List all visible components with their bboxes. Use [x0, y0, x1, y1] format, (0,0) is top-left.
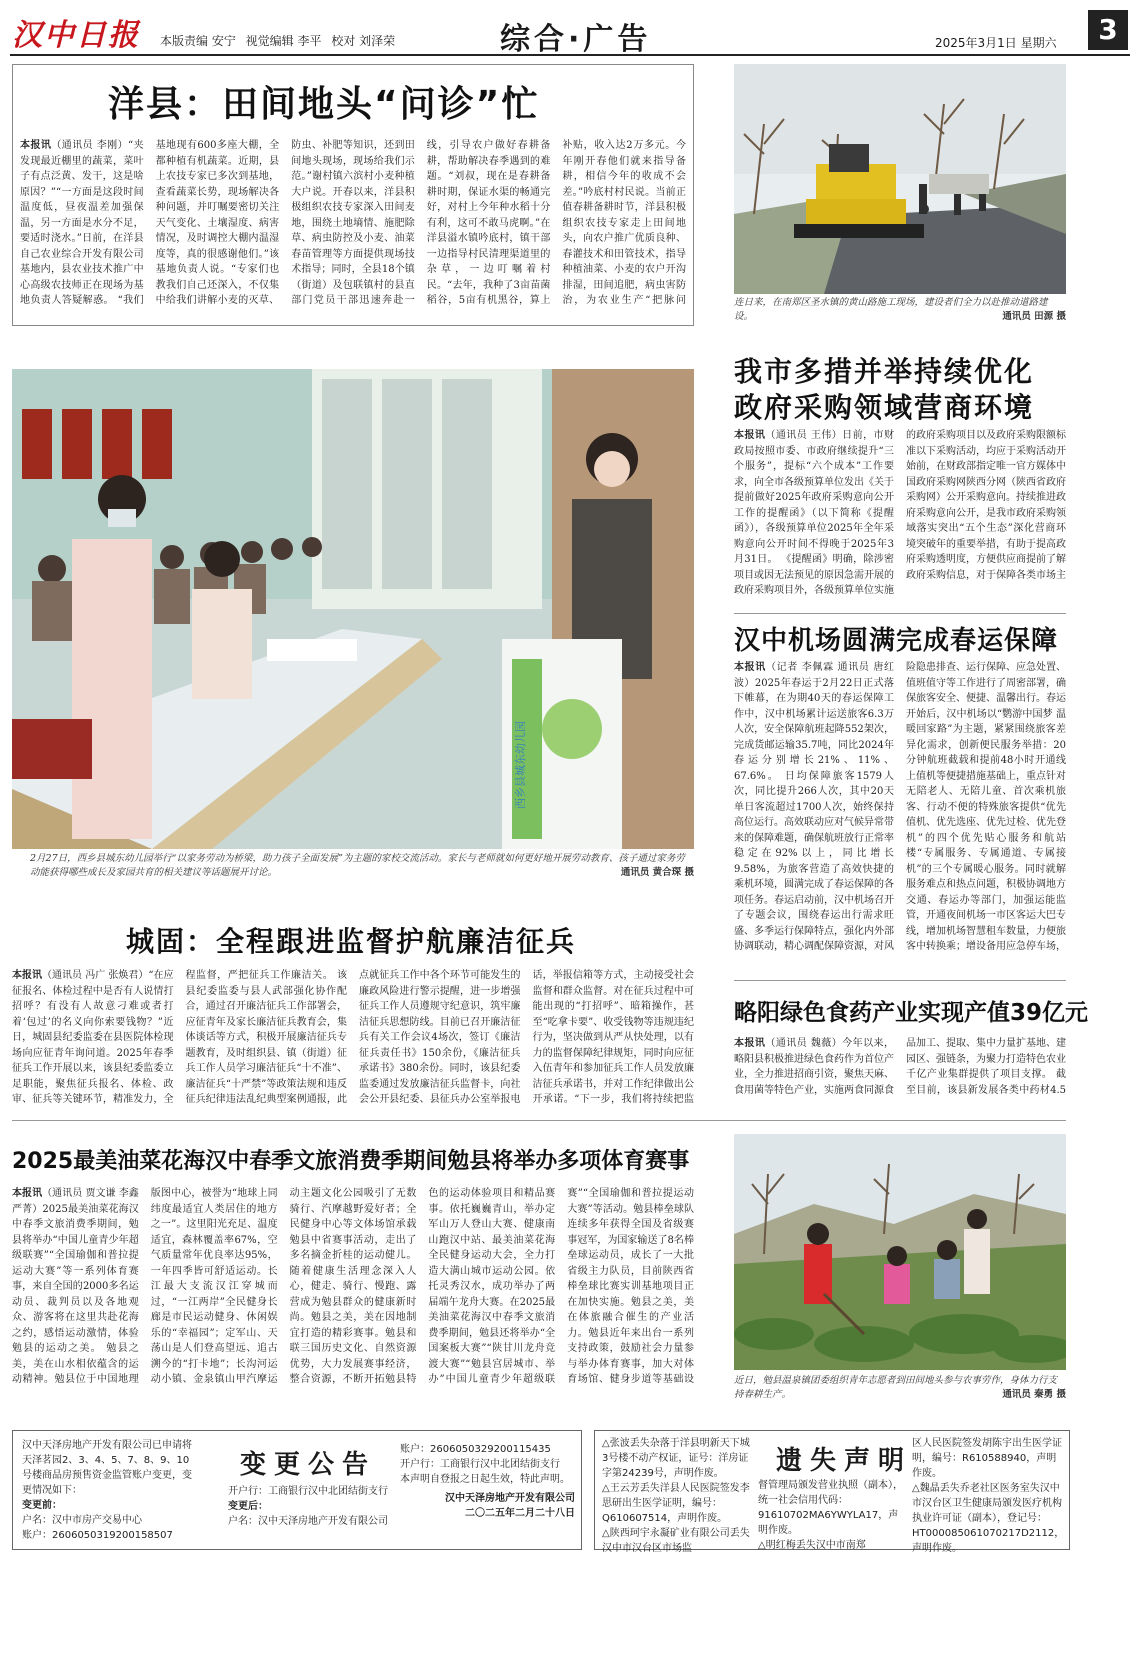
change-notice-mid: [228, 1484, 398, 1529]
road-construction-photo: [734, 64, 1066, 294]
loss-item: △王云芳丢失洋县人民医院签发李思研出生医学证明，编号：Q610607514，声明作废。: [602, 1483, 750, 1524]
loss-item: △魏晶丢失乔老社区医务室失汉中市汉台区卫生健康局颁发医疗机构执业许可证（副本），登记号：HT000085061070217D2112，声明作废。: [912, 1483, 1065, 1554]
loss-item: △陕西珂宇永凝矿业有限公司丢失汉中市汉台区市场监: [602, 1528, 750, 1554]
loss-notice-right: [912, 1436, 1065, 1556]
photo-caption-text: 2月27日，西乡县城东幼儿园举行“以家务劳动为桥梁，助力孩子全面发展”为主题的家校交流活动。家长与老师就如何更好地开展劳动教育、孩子通过家务劳动能获得哪些成长及家园共育的相关建议等话题展开讨论。: [30, 853, 685, 878]
loss-notice-left: [602, 1436, 752, 1556]
article-lead: （通讯员 魏薇）今年以来，略阳县积极推进绿色食药作为首位产业，全力推进招商引资，聚焦天麻、食用菌等特色产业，实施两食同源食品加工、提取、集中力量扩基地、建园区、强链条，为聚力打造特色农业千亿产业集群提供了项目支撑。: [734, 1038, 1066, 1096]
article-lead: （记者 李佩霖 通讯员 唐红波）2025年春运于2月22日正式落下帷幕，在为期40天的春运保障工作中，汉中机场累计运送旅客6.3万人次，安全保障航班起降552架次，完成货邮运输35.7吨，同比2024年春运分别增长21%、11%、67.6%。: [734, 662, 894, 782]
article-chenggu-body: [12, 968, 694, 1108]
article-paragraph: “我们基地现有600多座大棚，全都种植有机蔬菜。近期，县上农技专家已多次到基地，查看蔬菜长势，现场解决各种问题，并叮嘱要密切关注天气变化、土壤湿度、病害情况，及时调控大棚内温湿度等，真的很感谢他们。”该基地负责人说。“专家们也教我们自己还深入，不仅集中给我们讲解小麦的灭草、防虫、补肥等知识，还到田间地头现场，现场给我们示范。”谢村镇六滨村小麦种植大户说。开春以来，洋县积极组织农技专家深入田间麦地，围绕土地墒情、施肥除草、病虫防控及小麦、油菜春苗管理等方面提供现场技术指导；同时，全县18个镇（街道）及包联镇村的县直部门党员干部迅速奔赴一线，引导农户做好春耕备耕，帮助解决春季遇到的难题。“刘叔，现在是春耕备耕时期，保证水渠的畅通完好，对村上今年种水稻十分有利，这可不敢马虎啊。”在洋县溢水镇吟底村，镇干部一边指导村民清理渠道里的杂草，一边叮嘱着村民。“去年，我种了3亩苗菌稻谷，5亩有机黑谷，算上补贴，收入达2万多元。今年刚开春他们就来指导备耕，相信今年的收成不会差。”吟底村村民说。当前正值春耕备耕时节，洋县积极组织农技专家走上田间地头，向农户推广优质良种、春灌技术和田管技术，指导种植油菜、小麦的农户开沟排湿，田间追肥，病虫害防治，为农业生产“把脉问: [117, 140, 686, 306]
newspaper-logo: 汉中日报: [12, 18, 140, 53]
loss-notice-mid: [758, 1478, 906, 1553]
change-notice-left: [22, 1438, 197, 1543]
effective-statement: 本声明自登报之日起生效，特此声明。: [400, 1474, 570, 1485]
before-account: 账户：2606050319200158507: [22, 1530, 173, 1541]
podium-banner-text: 西乡县城东幼儿园: [514, 721, 527, 809]
article-paragraph: 该县纪委监委与县人武部强化协作配合，通过召开廉洁征兵工作部署会，应征青年及家长廉洁征兵教育会，集体谈话等方式，积极开展廉洁征兵专题教育，及时组织县、镇（街道）征兵工作人员学习廉洁征兵“十不准”、廉洁征兵“十严禁”等政策法规和违反征兵纪律违法乱纪典型案例通报，此点就征兵工作中各个环节可能发生的廉政风险进行警示提醒，进一步增强征兵工作人员遵规守纪意识，筑牢廉洁征兵思想防线。目前已召开廉洁征兵有关工作会议4场次，签订《廉洁征兵责任书》150余份，《廉洁征兵承诺书》380余份。同时，该县纪委监委通过发放廉洁征兵监督卡，向社会公开县纪委、县征兵办公室举报电话，举报信箱等方式，主动接受社会监督和群众监督。对在征兵过程中可能出现的“打招呼”、暗箱操作，甚至“吃拿卡要”、收受钱物等违规违纪行为，坚决做到从严从快处理，以有力的监督保障纪律规矩，同时向应征入伍青年和参加征兵工作人员发放廉洁征兵承诺书，并对工作纪律做出公开承诺。“下一步，我们将持续把监: [185, 970, 694, 1105]
article-byline: 本报讯: [734, 1038, 766, 1049]
photo-caption-text: 连日来，在南郑区圣水镇的黄山路施工现场，建设者们全力以赴推动道路建设。: [734, 297, 1048, 322]
article-lead: （通讯员 李刚）“夹发现最近棚里的蔬菜，菜叶子有点泛黄、发干，这是啥原因？”“一方面是这段时间温度低，昼夜温差加强保温，另一方面是水分不足，要适时浇水。”日前，在洋县自己农业综合开发有限公司基地内，县农业技术推广中心高级农技师正在现场为基地负责人答疑解惑。: [20, 140, 144, 306]
before-label: 变更前：: [22, 1500, 62, 1511]
loss-item: 区人民医院签发胡陈宇出生医学证明，编号：R610588940，声明作废。: [912, 1438, 1062, 1479]
divider: [12, 1120, 1066, 1121]
article-byline: 本报讯: [12, 970, 43, 981]
article-yangxian-title: 洋县：田间地头“问诊”忙: [108, 84, 540, 125]
article-airport-title: 汉中机场圆满完成春运保障: [734, 626, 1059, 656]
bank-before: 开户行：工商银行汉中北团结街支行: [228, 1486, 388, 1497]
article-byline: 本报讯: [20, 140, 52, 151]
photo-credit: 通讯员 黄合琛 摄: [620, 867, 694, 878]
issue-date: 2025年3月1日 星期六: [935, 36, 1057, 50]
article-paragraph: 《提醒函》明确，除涉密项目或因无法预见的原因急需开展的政府采购项目外，各级预算单位实施的政府采购项目以及政府采购限额标准以下采购活动，均应于采购活动开始前，在财政部指定唯一官方媒体中国政府采购网陕西分网（陕西省政府采购网）公开采购意向。持续推进政府采购意向公开，是我市政府采购领域落实突出“五个生态”深化营商环境突破年的重要举措，有助于提高政府采购透明度，方便供应商提前了解政府采购信息，对于保障各类市场主: [734, 430, 1066, 596]
article-lead: （通讯员 贾文谦 李鑫 严菁）2025最美油菜花海汉中春季文旅消费季期间，勉县将举办“中国儿童青少年超级联赛”“全国瑜伽和普拉提运动大赛”等一系列体育赛事，来自全国的2000多名运动员、裁判员以及各地观众、游客将在这里共赴花海之约，感悟运动激情，体验勉县的运动之美。: [12, 1188, 139, 1354]
after-name: 户名：汉中天泽房地产开发有限公司: [228, 1516, 388, 1527]
kindergarten-caption: [30, 852, 694, 880]
article-chenggu-title: 城固：全程跟进监督护航廉洁征兵: [126, 925, 577, 958]
article-procurement-title-line2: 政府采购领域营商环境: [734, 391, 1035, 424]
photo-credit: 通讯员 秦勇 摄: [1002, 1389, 1066, 1400]
change-notice-right: [400, 1442, 575, 1521]
photo-credit: 通讯员 田源 摄: [1002, 311, 1066, 322]
article-lead: （通讯员 冯广 张焕君）“在应征报名、体检过程中是否有人说情打招呼？有没有人故意刁难或者打着‘包过’的名义向你索要钱物？”近日，城固县纪委监委在县医院体检现场向应征青年询问道。2025年春季征兵工作开展以来，该县纪委监委立足职能，聚焦征兵报名、体检、政审、征兵等关键环节，精准发力，全程监督，严把征兵工作廉洁关。: [12, 970, 334, 1105]
loss-item: 督管理局颁发营业执照（副本），统一社会信用代码：91610702MA6YWYLA17，声明作废。: [758, 1480, 903, 1536]
kindergarten-meeting-photo: [12, 369, 694, 849]
road-construction-caption: [734, 296, 1066, 324]
change-notice-intro: 汉中天泽房地产开发有限公司已申请将天泽茗园2、3、4、5、7、8、9、10号楼商品房预售资金监管账户变更，变更情况如下：: [22, 1440, 192, 1496]
editor-credit: 校对 刘泽荣: [331, 34, 396, 48]
road-construction-image: [734, 64, 1066, 294]
after-label: 变更后：: [228, 1501, 268, 1512]
editor-credit: 视觉编辑 李平: [245, 34, 322, 48]
section-title: 综合·广告: [500, 22, 652, 57]
article-paragraph: 勉县之美，美在山水相依蕴含的运动精神。勉县位于中国地理版图中心，被誉为“地球上同纬度最适宜人类居住的地方之一”。这里阳光充足、温度适宜，森林覆盖率67%，空气质量常年优良率达95%，一年四季皆可舒适运动。长江最大支流汉江穿城而过，“一江两岸”全民健身长廊是市民运动健身、休闲娱乐的“幸福园”；定军山、天荡山是人们登高望远、追古溯今的“打卡地”；长沟河运动小镇、金泉镇山甲汽摩运动主题文化公园吸引了无数骑行、汽摩越野爱好者；全民健身中心等文体场馆承载勉县中省赛事活动，走出了多名摘金折桂的运动健儿。随着健康生活理念深入人心，健走、骑行、慢跑、露营成为勉县群众的健康新时尚。勉县之美，美在因地制宜打造的精彩赛事。勉县和联三国历史文化、自然资源优势，大力发展赛事经济，整合资源，不断开拓勉县特色的运动体验项目和精品赛事。依托巍巍青山，举办定军山万人登山大赛、健康南山跑汉中站、最美油菜花海全民健身运动大会，全力打造大满山城市运动公园。依托灵秀汉水，成功举办了两届端午龙舟大赛。在2025最美油菜花海汉中春季文旅消费季期间，勉县还将举办“全国案板大赛”“陕甘川龙舟竞渡大赛”“勉县宫居城市、举办”中国儿童青少年超级联赛”“全国瑜伽和普拉提运动大赛”等活动。勉县棒垒球队连续多年获得全国及省级赛事冠军，为国家输送了8名棒垒球运动员，成长了一大批省级主力队员，目前陕西省棒垒球比赛实训基地项目正在加快实施。勉县之美，美在体旅融合催生的产业活力。勉县近年来出台一系列支持政策，鼓励社会力量参与举办体育赛事，加大对体育场馆、健身步道等基础设: [12, 1188, 694, 1385]
article-mianxian-body: [12, 1186, 694, 1400]
field-work-photo: [734, 1134, 1066, 1370]
loss-item: △张波丢失杂落于洋县明新天下城3号楼不动产权证，证号：洋房证字第24239号，声明作废。: [602, 1438, 750, 1479]
article-mianxian-title: 2025最美油菜花海汉中春季文旅消费季期间勉县将举办多项体育赛事: [12, 1149, 690, 1174]
article-airport-body: [734, 660, 1066, 960]
article-lueyang-body: [734, 1036, 1066, 1108]
field-work-image: [734, 1134, 1066, 1370]
divider: [734, 613, 1066, 614]
masthead: [10, 8, 1130, 56]
article-byline: 本报讯: [12, 1188, 43, 1199]
after-account: 账户：2606050329200115435: [400, 1444, 551, 1455]
editor-credits: [160, 32, 401, 49]
page-number: 3: [1088, 10, 1128, 50]
article-paragraph: 日均保障旅客1579人次，同比提升266人次，其中20天单日客流超过1700人次，始终保持高位运行。高效联动应对气候异常带来的保障难题，确保航班放行正常率稳定在92%以上，同比增长9.58%，为旅客营造了高效快捷的乘机环境，圆满完成了春运保障的各项任务。春运启动前，汉中机场召开了专题会议，围绕春运出行需求旺盛、多季运行保障特点，强化内外部协调联动，精心调配保障资源，对风险隐患排查、运行保障、应急处置、值班值守等工作进行了周密部署，确保旅客安全、便捷、温馨出行。春运开始后，汉中机场以“鹦游中国梦 温暖回家路”为主题，紧紧围绕旅客差异化需求，创新便民服务举措：20分钟航班截载和提前48小时开通线上值机等便捷措施基础上，重点针对无陪老人、无陪儿童、首次乘机旅客、行动不便的特殊旅客提供“优先值机、优先选座、优先过检、优先登机”的四个优先贴心服务和航站楼“专属服务、专属通道、专属接机”的三个专属暖心服务。同时就解服务难点和热点问题，积极协调地方交通、春运办等部门，加强运能监管，开通夜间机场一市区客运大巴专线，增加机场智慧租车数量，力便旅客中转换乘；增设备用应急停车场，: [734, 662, 1066, 952]
article-procurement-title-line1: 我市多措并举持续优化: [734, 355, 1035, 388]
article-byline: 本报讯: [734, 662, 766, 673]
article-paragraph: 截至目前，该县新发展各类中药材4.5: [906, 1069, 1066, 1096]
article-yangxian-body: [20, 138, 686, 320]
field-work-caption: [734, 1374, 1066, 1402]
photo-caption-text: 近日，勉县温泉镇团委组织青年志愿者到田间地头参与农事劳作，身体力行支持春耕生产。: [734, 1375, 1058, 1400]
article-procurement-body: [734, 428, 1066, 608]
notice-company: 汉中天泽房地产开发有限公司: [445, 1493, 575, 1504]
article-byline: 本报讯: [734, 430, 766, 441]
bank-after: 开户行：工商银行汉中北团结街支行: [400, 1459, 560, 1470]
editor-credit: 本版责编 安宁: [160, 34, 236, 48]
divider: [734, 980, 1066, 981]
change-notice-title: 变更公告: [240, 1450, 377, 1480]
before-name: 户名：汉中市房产交易中心: [22, 1515, 142, 1526]
notice-date: 二〇二五年二月二十八日: [465, 1508, 575, 1519]
article-lueyang-title: 略阳绿色食药产业实现产值39亿元: [734, 1000, 1089, 1026]
kindergarten-meeting-image: [12, 369, 694, 849]
loss-notice-title: 遗失声明: [776, 1446, 913, 1476]
loss-item: △明红梅丢失汉中市南郑: [758, 1540, 866, 1551]
article-lead: （通讯员 王伟）日前，市财政局按照市委、市政府继续提升“三个服务”，提标“六个成本”工作要求，向全市各级预算单位发出《关于提前做好2025年政府采购意向公开工作的提醒函》（以下简称《提醒函》），各级预算单位2025年全年采购意向公开时间不得晚于2025年3月31日。: [734, 430, 895, 565]
